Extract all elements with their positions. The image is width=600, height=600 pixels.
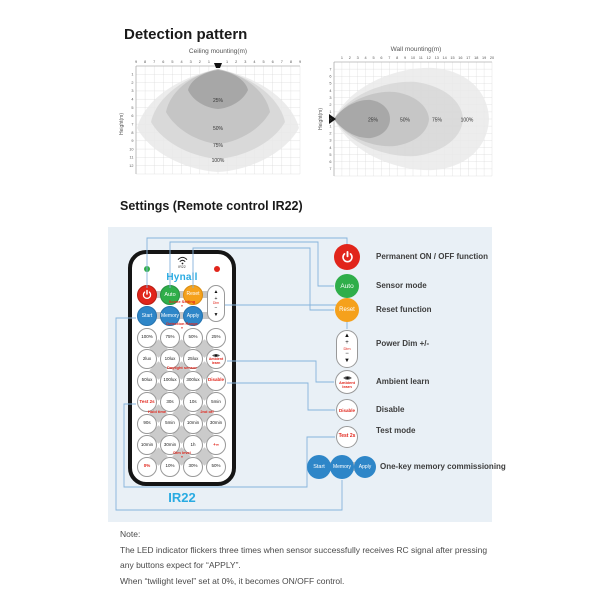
callout-label-reset-function: Reset function bbox=[376, 305, 432, 314]
x-tick-label: 11 bbox=[418, 56, 423, 60]
y-tick-label: 7 bbox=[329, 67, 332, 72]
remote-key-10lux: 10lux bbox=[160, 349, 180, 369]
zone-label-100: 100% bbox=[211, 158, 225, 164]
x-tick-label: 9 bbox=[404, 56, 407, 60]
x-tick-label: 1 bbox=[340, 56, 343, 60]
callout-label-power-dim: Power Dim +/- bbox=[376, 339, 430, 348]
y-tick-label: 6 bbox=[329, 74, 332, 79]
remote-key-30min: 30min bbox=[160, 435, 180, 455]
y-tick-label: 2 bbox=[329, 131, 332, 136]
callout-dim-rocker bbox=[336, 330, 358, 368]
dim-label: Dim bbox=[343, 346, 351, 351]
y-tick-label: 7 bbox=[329, 167, 332, 172]
page-title: Detection pattern bbox=[124, 26, 248, 43]
settings-title: Settings (Remote control IR22) bbox=[120, 199, 303, 213]
chart-title: Ceiling mounting(m) bbox=[188, 48, 248, 55]
y-tick-label: 11 bbox=[129, 155, 134, 160]
power-icon bbox=[141, 289, 153, 301]
x-tick-label: 2 bbox=[235, 60, 238, 64]
y-tick-label: 4 bbox=[131, 97, 134, 102]
callout-start-button: Start bbox=[307, 455, 331, 479]
callout-power-button bbox=[334, 244, 360, 270]
remote-memory-button: Memory bbox=[160, 306, 180, 326]
remote-model-text: IR22 bbox=[178, 265, 186, 269]
x-tick-label: 18 bbox=[474, 56, 479, 60]
y-tick-label: 7 bbox=[131, 122, 134, 127]
remote-key-test-2s: Test 2s bbox=[137, 392, 157, 412]
remote-key-100lux: 100lux bbox=[160, 371, 180, 391]
callout-label-one-key-memory: One-key memory commissioning bbox=[380, 462, 506, 471]
y-tick-label: 9 bbox=[131, 139, 134, 144]
x-tick-label: 7 bbox=[280, 60, 283, 64]
remote-key-90s: 90s bbox=[137, 414, 157, 434]
remote-key-50-: 50% bbox=[206, 457, 226, 477]
ceiling-detection-zones bbox=[137, 69, 299, 172]
x-tick-label: 4 bbox=[364, 56, 367, 60]
x-tick-label: 3 bbox=[356, 56, 359, 60]
power-icon bbox=[340, 250, 355, 265]
arrow-down-icon: ▼ bbox=[344, 358, 350, 365]
x-tick-label: 13 bbox=[434, 56, 439, 60]
y-axis-label: Height(m) bbox=[119, 113, 125, 135]
zone-label-25: 25% bbox=[212, 98, 224, 104]
wall-mounting-chart bbox=[316, 42, 498, 184]
callout-auto-button: Auto bbox=[335, 274, 359, 298]
y-tick-label: 3 bbox=[131, 89, 134, 94]
zone-label-75: 75% bbox=[431, 117, 443, 124]
x-tick-label: 3 bbox=[189, 60, 192, 64]
zone-label-50: 50% bbox=[212, 126, 224, 132]
x-tick-label: 2 bbox=[348, 56, 351, 60]
x-tick-label: 15 bbox=[450, 56, 455, 60]
x-tick-label: 7 bbox=[153, 60, 156, 64]
x-tick-label: 4 bbox=[180, 60, 183, 64]
y-tick-label: 5 bbox=[329, 81, 332, 86]
remote-key-5min: 5min bbox=[160, 414, 180, 434]
remote-key-300lux: 300lux bbox=[183, 371, 203, 391]
remote-key-10-: 10% bbox=[160, 457, 180, 477]
remote-model-caption: IR22 bbox=[168, 490, 196, 505]
remote-key--: +∞ bbox=[206, 435, 226, 455]
y-tick-label: 10 bbox=[129, 147, 134, 152]
sensor-icon bbox=[214, 63, 222, 68]
remote-key-10min: 10min bbox=[183, 414, 203, 434]
callout-memory-button: Memory bbox=[330, 455, 354, 479]
chart-title: Wall mounting(m) bbox=[390, 46, 442, 53]
callout-ambient-learn-button: Ambient learn bbox=[335, 370, 359, 394]
remote-key-5min: 5min bbox=[206, 392, 226, 412]
note-heading: Note: bbox=[120, 529, 141, 539]
x-tick-label: 3 bbox=[244, 60, 247, 64]
remote-apply-button: Apply bbox=[183, 306, 203, 326]
label-dim-level: Dim level ▼ bbox=[132, 451, 232, 459]
plus-sign: + bbox=[214, 295, 218, 302]
note-line: When “twilight level” set at 0%, it becomes ON/OFF control. bbox=[120, 575, 345, 586]
dim-label: Dim bbox=[212, 300, 220, 305]
y-tick-label: 1 bbox=[329, 110, 332, 115]
remote-key-100-: 100% bbox=[137, 328, 157, 348]
note-line: The LED indicator flickers three times when sensor successfully receives RC signal after pressing bbox=[120, 544, 488, 555]
label-2nd-off: 2nd off bbox=[200, 409, 214, 414]
remote-reset-button: Reset bbox=[183, 285, 203, 305]
callout-disable-button: Disable bbox=[336, 399, 358, 421]
callout-test-button: Test 2s bbox=[336, 426, 358, 448]
x-tick-label: 1 bbox=[226, 60, 229, 64]
y-tick-label: 5 bbox=[329, 152, 332, 157]
x-tick-label: 5 bbox=[262, 60, 265, 64]
x-tick-label: 20 bbox=[489, 56, 495, 60]
y-tick-label: 5 bbox=[131, 105, 134, 110]
zone-label-25: 25% bbox=[367, 117, 379, 124]
plus-sign: + bbox=[345, 339, 349, 346]
x-tick-label: 4 bbox=[253, 60, 256, 64]
minus-sign: − bbox=[345, 351, 349, 357]
arrow-up-icon: ▲ bbox=[213, 289, 219, 296]
callout-label-disable: Disable bbox=[376, 405, 405, 414]
remote-key-ambient-learn: Ambient learn bbox=[206, 349, 226, 369]
y-tick-label: 2 bbox=[131, 80, 134, 85]
x-tick-label: 12 bbox=[426, 56, 431, 60]
x-tick-label: 10 bbox=[410, 56, 416, 60]
x-tick-label: 8 bbox=[396, 56, 399, 60]
callout-apply-button: Apply bbox=[354, 456, 376, 478]
note-line: any buttons expect for “APPLY”. bbox=[120, 560, 241, 570]
x-tick-label: 1 bbox=[207, 60, 210, 64]
callout-label-permanent-on-off: Permanent ON / OFF function bbox=[376, 252, 489, 261]
x-tick-label: 9 bbox=[298, 60, 302, 64]
x-tick-label: 6 bbox=[271, 60, 274, 64]
y-tick-label: 2 bbox=[329, 103, 332, 108]
callout-reset-button: Reset bbox=[335, 298, 359, 322]
y-tick-label: 6 bbox=[329, 160, 332, 165]
y-tick-label: 3 bbox=[329, 95, 332, 100]
y-tick-label: 12 bbox=[129, 163, 134, 168]
x-tick-label: 14 bbox=[442, 56, 447, 60]
remote-key-50lux: 50lux bbox=[137, 371, 157, 391]
y-axis-label: Height(m) bbox=[318, 108, 324, 130]
label-detection-range: Detection Range ▼ bbox=[132, 322, 232, 330]
minus-sign: − bbox=[214, 305, 218, 312]
remote-key-25-: 25% bbox=[206, 328, 226, 348]
zone-label-50: 50% bbox=[399, 117, 411, 124]
y-tick-label: 4 bbox=[329, 88, 332, 93]
zone-label-75: 75% bbox=[212, 143, 224, 149]
arrow-up-icon: ▲ bbox=[344, 332, 350, 339]
x-tick-label: 5 bbox=[171, 60, 174, 64]
callout-label-sensor-mode: Sensor mode bbox=[376, 281, 427, 290]
x-tick-label: 5 bbox=[372, 56, 375, 60]
y-tick-label: 1 bbox=[131, 72, 134, 77]
y-tick-label: 6 bbox=[131, 114, 134, 119]
remote-key-10s: 10s bbox=[183, 392, 203, 412]
y-tick-label: 0 bbox=[329, 117, 332, 122]
zone-label-100: 100% bbox=[460, 117, 474, 124]
ceiling-mounting-chart bbox=[116, 44, 308, 180]
y-tick-label: 3 bbox=[329, 138, 332, 143]
remote-key-2lux: 2lux bbox=[137, 349, 157, 369]
brand-logo: Hynall bbox=[166, 272, 198, 283]
x-tick-label: 8 bbox=[289, 60, 292, 64]
remote-key-10min: 10min bbox=[137, 435, 157, 455]
label-hold-time: Hold time bbox=[147, 409, 167, 414]
remote-key-30-: 30% bbox=[183, 457, 203, 477]
remote-key-50-: 50% bbox=[183, 328, 203, 348]
callout-label-ambient-learn: Ambient learn bbox=[376, 377, 430, 386]
callout-label-test-mode: Test mode bbox=[376, 426, 416, 435]
remote-control bbox=[128, 250, 236, 486]
x-tick-label: 8 bbox=[144, 60, 147, 64]
y-tick-label: 1 bbox=[329, 124, 332, 129]
remote-key-disable: Disable bbox=[206, 371, 226, 391]
label-scene-setting: Scene Setting ▼ bbox=[132, 300, 232, 308]
remote-start-button: Start bbox=[137, 306, 157, 326]
wifi-icon bbox=[132, 256, 232, 265]
arrow-down-icon: ▼ bbox=[213, 311, 219, 318]
remote-key-30s: 30s bbox=[160, 392, 180, 412]
label-daylight-sensor: Daylight sensor bbox=[166, 365, 197, 370]
remote-key-30min: 30min bbox=[206, 414, 226, 434]
x-tick-label: 6 bbox=[162, 60, 165, 64]
remote-auto-button: Auto bbox=[160, 285, 180, 305]
remote-key-75-: 75% bbox=[160, 328, 180, 348]
x-tick-label: 17 bbox=[466, 56, 471, 60]
x-tick-label: 19 bbox=[481, 56, 487, 60]
x-tick-label: 9 bbox=[134, 60, 138, 64]
x-tick-label: 16 bbox=[458, 56, 463, 60]
x-tick-label: 7 bbox=[388, 56, 391, 60]
note-block bbox=[120, 527, 510, 589]
y-tick-label: 4 bbox=[329, 145, 332, 150]
remote-key-0-: 0% bbox=[137, 457, 157, 477]
remote-key-25lux: 25lux bbox=[183, 349, 203, 369]
remote-key-1h: 1h bbox=[183, 435, 203, 455]
y-tick-label: 8 bbox=[131, 130, 134, 135]
x-tick-label: 6 bbox=[380, 56, 383, 60]
x-tick-label: 2 bbox=[198, 60, 201, 64]
